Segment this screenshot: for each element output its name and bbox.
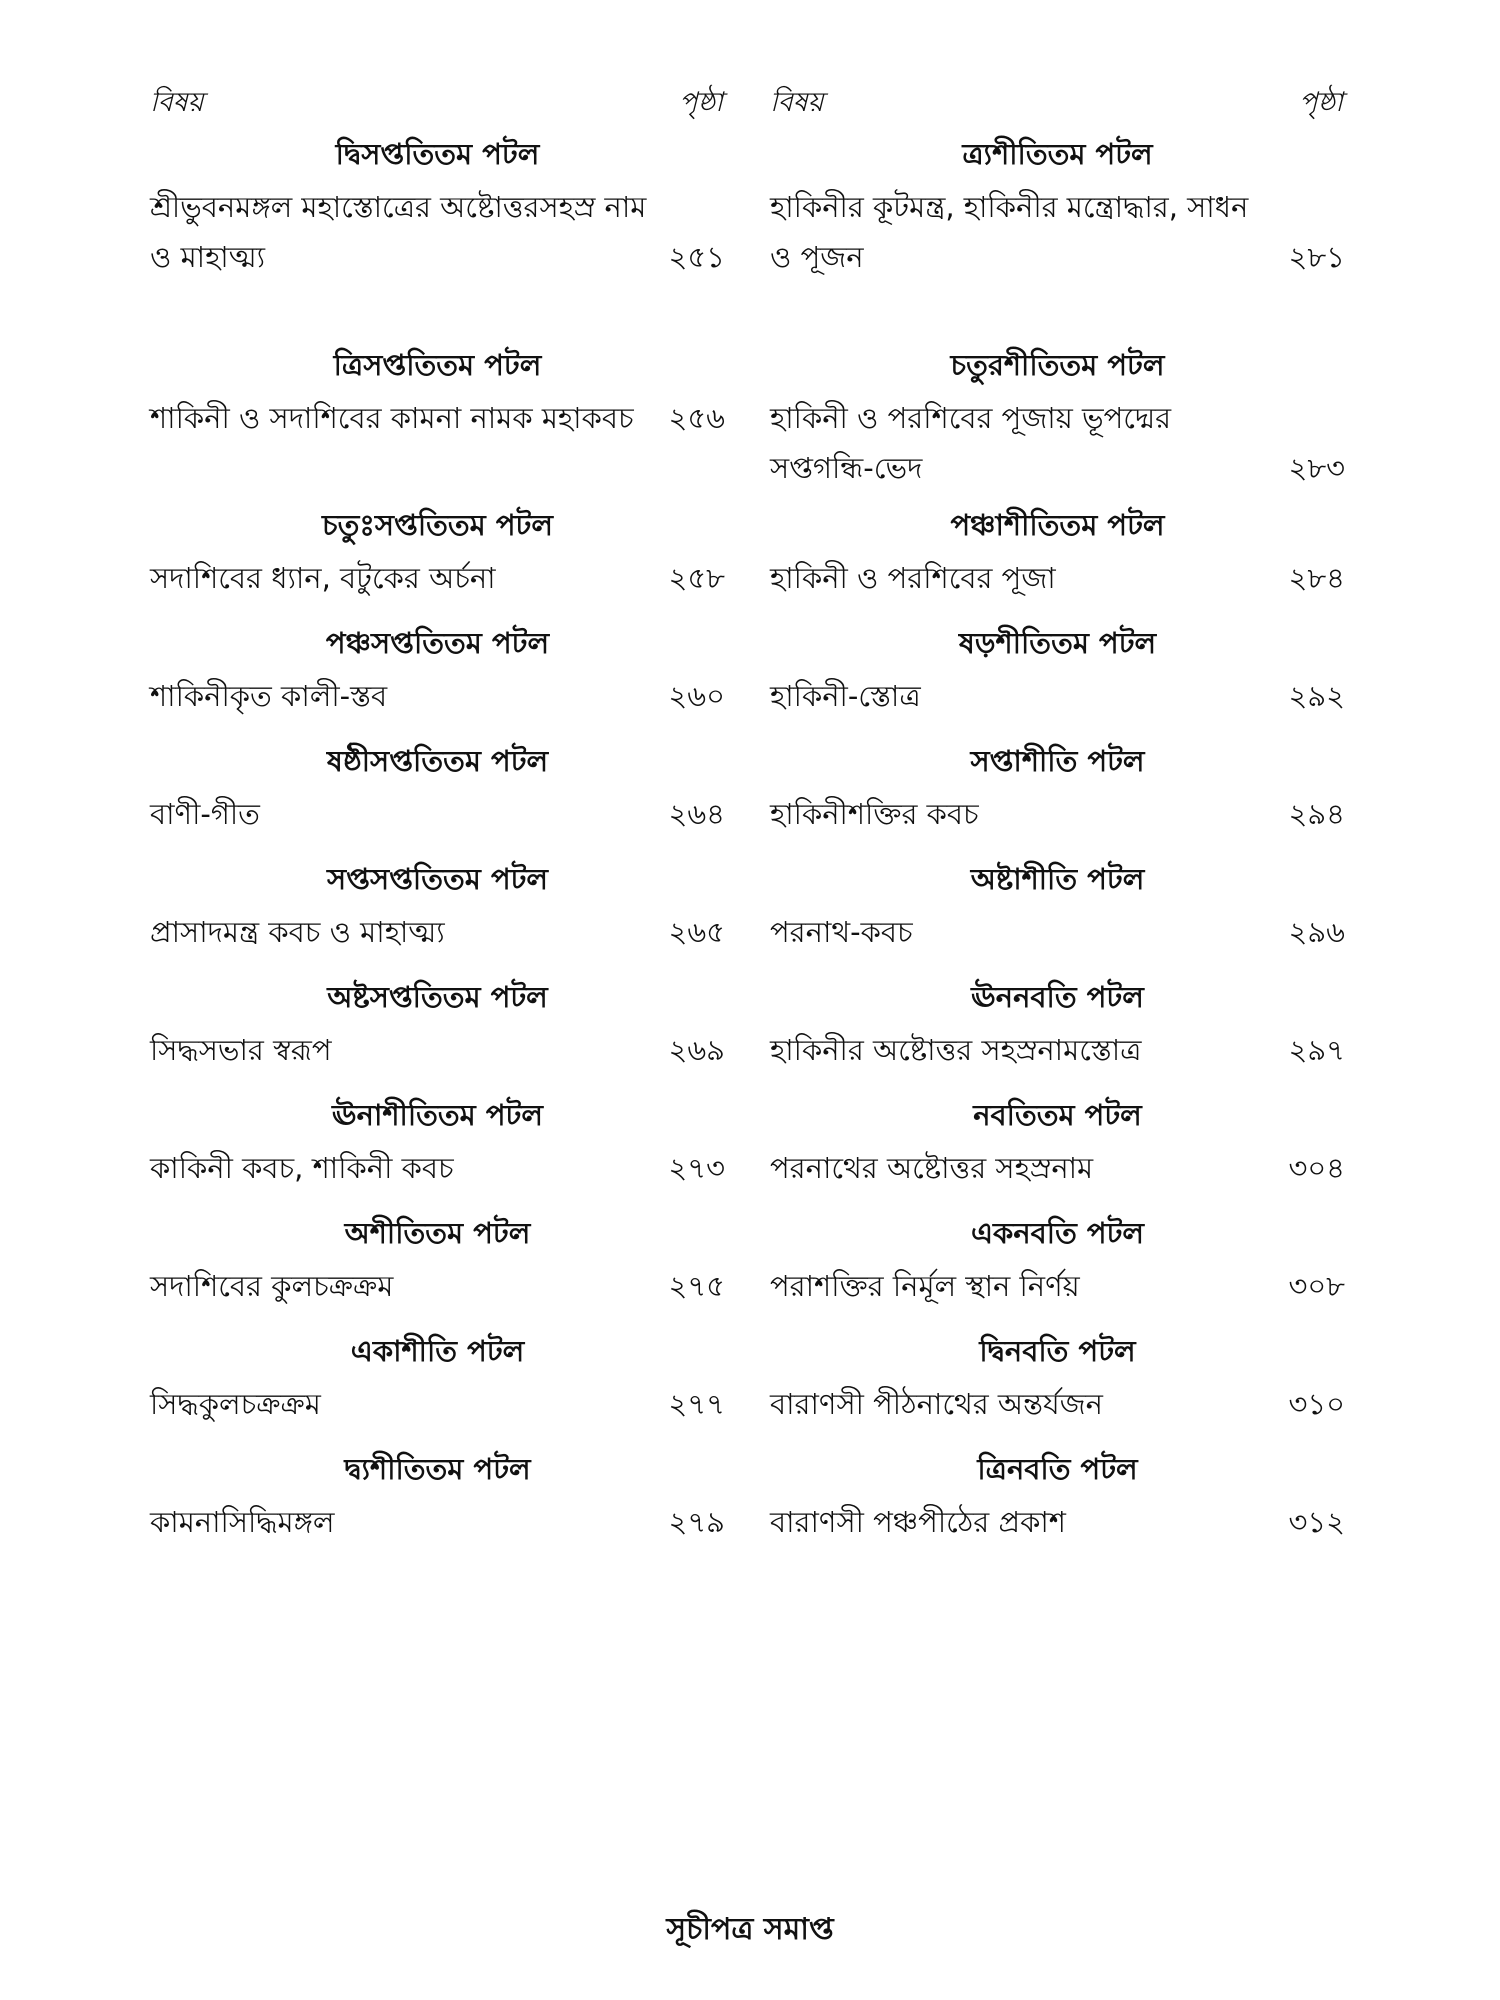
- toc-entry: [150, 1379, 725, 1429]
- toc-section: [150, 615, 725, 733]
- entry-title: বারাণসী পঞ্চপীঠের প্রকাশ: [770, 1505, 1066, 1539]
- chapter-heading: ষষ্ঠীসপ্ততিতম পটল: [326, 744, 549, 778]
- toc-entry: [770, 182, 1345, 282]
- entry-page-number: ২৬৯: [668, 1033, 725, 1067]
- chapter-heading: নবতিতম পটল: [973, 1098, 1142, 1132]
- toc-section: [150, 126, 725, 337]
- toc-end-note: সূচীপত্র সমাপ্ত: [666, 1912, 834, 1947]
- toc-section: [770, 337, 1345, 497]
- subject-label: বিষয়: [770, 87, 824, 118]
- entry-title: কাকিনী কবচ, শাকিনী কবচ: [150, 1151, 454, 1185]
- toc-entry: [150, 393, 725, 443]
- entry-title: পরনাথের অষ্টোত্তর সহস্রনাম: [770, 1151, 1094, 1185]
- toc-entry: [150, 1261, 725, 1311]
- toc-section: [770, 851, 1345, 969]
- toc-section: [770, 1205, 1345, 1323]
- entry-title: হাকিনীশক্তির কবচ: [770, 797, 979, 831]
- chapter-heading: অষ্টাশীতি পটল: [970, 862, 1145, 896]
- toc-entry: [150, 553, 725, 603]
- toc-entry: [150, 907, 725, 957]
- toc-section: [150, 969, 725, 1087]
- column-header: [770, 68, 1345, 126]
- chapter-heading: চতুঃসপ্ততিতম পটল: [322, 508, 553, 542]
- entry-page-number: ২৬৪: [668, 797, 725, 831]
- toc-section: [770, 126, 1345, 337]
- entry-page-number: ২৯২: [1288, 679, 1345, 713]
- toc-entry: [770, 1497, 1345, 1547]
- entry-title: বারাণসী পীঠনাথের অন্তর্যজন: [770, 1387, 1103, 1421]
- entry-title: শাকিনীকৃত কালী-স্তব: [150, 679, 388, 713]
- toc-entry: [770, 789, 1345, 839]
- chapter-heading: দ্বিনবতি পটল: [979, 1334, 1136, 1368]
- toc-section: [150, 1087, 725, 1205]
- chapter-heading: ঊনাশীতিতম পটল: [332, 1098, 543, 1132]
- entry-title: বাণী-গীত: [150, 797, 260, 831]
- chapter-heading: চতুরশীতিতম পটল: [950, 348, 1165, 382]
- toc-entry: [770, 1261, 1345, 1311]
- chapter-heading: একাশীতি পটল: [350, 1334, 525, 1368]
- entry-title: হাকিনী ও পরশিবের পূজায় ভূপদ্মের সপ্তগন্ধি-ভেদ: [770, 401, 1172, 485]
- entry-page-number: ২৮১: [1288, 240, 1345, 274]
- chapter-heading: অশীতিতম পটল: [344, 1216, 531, 1250]
- chapter-heading: ত্র্যশীতিতম পটল: [962, 137, 1153, 171]
- toc-entry: [770, 1143, 1345, 1193]
- toc-section: [770, 969, 1345, 1087]
- right-column: [770, 68, 1345, 1559]
- entry-title: হাকিনীর অষ্টোত্তর সহস্রনামস্তোত্র: [770, 1033, 1142, 1067]
- entry-page-number: ২৭৯: [668, 1505, 725, 1539]
- entry-page-number: ৩১২: [1288, 1505, 1345, 1539]
- chapter-heading: পঞ্চসপ্ততিতম পটল: [325, 626, 550, 660]
- toc-section: [150, 337, 725, 497]
- entry-page-number: ২৮৪: [1288, 561, 1345, 595]
- toc-entry: [150, 1025, 725, 1075]
- entry-page-number: ২৬০: [668, 679, 725, 713]
- chapter-heading: সপ্তাশীতি পটল: [970, 744, 1145, 778]
- entry-page-number: ২৭৭: [668, 1387, 725, 1421]
- toc-entry: [770, 671, 1345, 721]
- entry-title: সিদ্ধসভার স্বরূপ: [150, 1033, 332, 1067]
- entry-title: সিদ্ধকুলচক্রক্রম: [150, 1387, 321, 1421]
- entry-page-number: ২৯৭: [1288, 1033, 1345, 1067]
- chapter-heading: দ্বিসপ্ততিতম পটল: [335, 137, 540, 171]
- toc-section: [150, 497, 725, 615]
- toc-entry: [770, 1379, 1345, 1429]
- entry-title: প্রাসাদমন্ত্র কবচ ও মাহাত্ম্য: [150, 915, 445, 949]
- chapter-heading: অষ্টসপ্ততিতম পটল: [327, 980, 548, 1014]
- chapter-heading: পঞ্চাশীতিতম পটল: [950, 508, 1165, 542]
- entry-page-number: ২৮৩: [1288, 451, 1345, 485]
- toc-entry: [150, 671, 725, 721]
- chapter-heading: ত্রিনবতি পটল: [977, 1452, 1138, 1486]
- entry-page-number: ২৯৪: [1288, 797, 1345, 831]
- toc-entry: [150, 1143, 725, 1193]
- chapter-heading: দ্ব্যশীতিতম পটল: [344, 1452, 531, 1486]
- entry-title: সদাশিবের ধ্যান, বটুকের অর্চনা: [150, 561, 496, 595]
- entry-title: হাকিনী-স্তোত্র: [770, 679, 921, 713]
- entry-title: কামনাসিদ্ধিমঙ্গল: [150, 1505, 335, 1539]
- chapter-heading: সপ্তসপ্ততিতম পটল: [326, 862, 549, 896]
- entry-title: পরাশক্তির নির্মূল স্থান নির্ণয়: [770, 1269, 1080, 1303]
- entry-page-number: ২৫১: [668, 240, 725, 274]
- chapter-heading: ঊননবতি পটল: [971, 980, 1144, 1014]
- column-header: [150, 68, 725, 126]
- entry-page-number: ২৫৮: [668, 561, 725, 595]
- toc-section: [150, 1323, 725, 1441]
- chapter-heading: ষড়শীতিতম পটল: [958, 626, 1157, 660]
- entry-title: হাকিনীর কূটমন্ত্র, হাকিনীর মন্ত্রোদ্ধার, সাধন ও পূজন: [770, 190, 1249, 274]
- toc-section: [770, 1323, 1345, 1441]
- toc-section: [770, 497, 1345, 615]
- toc-section: [770, 733, 1345, 851]
- entry-page-number: ২৭৩: [668, 1151, 725, 1185]
- entry-page-number: ২৭৫: [668, 1269, 725, 1303]
- entry-title: সদাশিবের কুলচক্রক্রম: [150, 1269, 394, 1303]
- entry-page-number: ৩১০: [1288, 1387, 1345, 1421]
- entry-title: শাকিনী ও সদাশিবের কামনা নামক মহাকবচ: [150, 401, 634, 435]
- page-label: পৃষ্ঠা: [1299, 87, 1343, 118]
- toc-entry: [770, 907, 1345, 957]
- toc-entry: [770, 553, 1345, 603]
- entry-page-number: ২৬৫: [668, 915, 725, 949]
- entry-title: পরনাথ-কবচ: [770, 915, 913, 949]
- entry-page-number: ৩০৪: [1288, 1151, 1345, 1185]
- entry-page-number: ৩০৮: [1288, 1269, 1345, 1303]
- chapter-heading: একনবতি পটল: [970, 1216, 1145, 1250]
- toc-section: [150, 851, 725, 969]
- page-label: পৃষ্ঠা: [679, 87, 723, 118]
- toc-entry: [150, 1497, 725, 1547]
- toc-entry: [150, 789, 725, 839]
- toc-section: [770, 1441, 1345, 1559]
- toc-entry: [770, 393, 1345, 493]
- left-column: [150, 68, 725, 1559]
- toc-section: [150, 733, 725, 851]
- toc-entry: [770, 1025, 1345, 1075]
- toc-section: [150, 1205, 725, 1323]
- toc-section: [770, 615, 1345, 733]
- entry-title: হাকিনী ও পরশিবের পূজা: [770, 561, 1056, 595]
- subject-label: বিষয়: [150, 87, 204, 118]
- entry-title: শ্রীভুবনমঙ্গল মহাস্তোত্রের অষ্টোত্তরসহস্র নাম ও মাহাত্ম্য: [150, 190, 647, 274]
- toc-entry: [150, 182, 725, 282]
- entry-page-number: ২৯৬: [1288, 915, 1345, 949]
- entry-page-number: ২৫৬: [668, 401, 725, 435]
- toc-section: [770, 1087, 1345, 1205]
- toc-section: [150, 1441, 725, 1559]
- chapter-heading: ত্রিসপ্ততিতম পটল: [333, 348, 542, 382]
